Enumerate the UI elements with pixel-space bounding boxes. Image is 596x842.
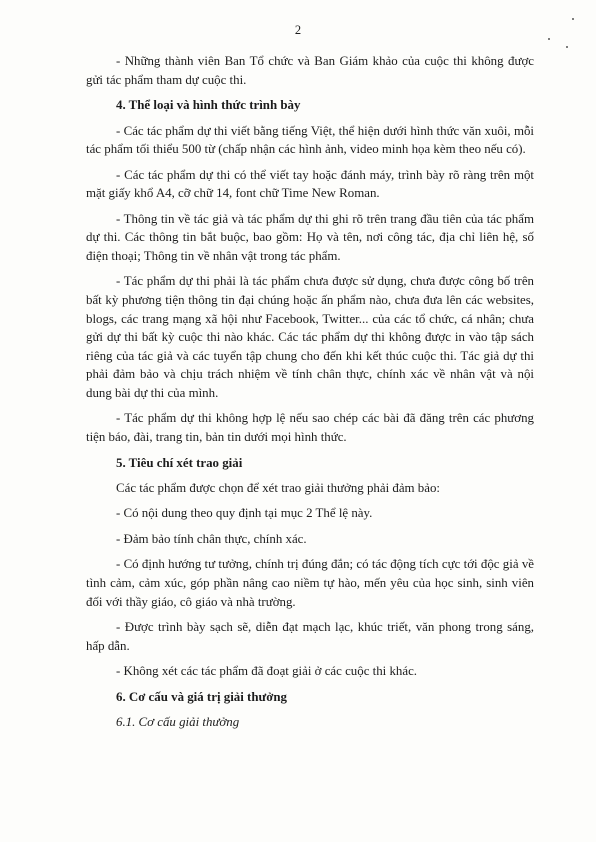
paragraph: - Có định hướng tư tưởng, chính trị đúng đắn; có tác động tích cực tới độc giả về tình cảm, cảm xúc, góp phần nâng cao niềm tự hào, mến yêu của học sinh, sinh viên đối với thầy giáo, cô giáo và nhà trường. <box>86 557 534 609</box>
document-body <box>86 52 534 739</box>
page-number: 2 <box>294 23 302 37</box>
paragraph: - Thông tin về tác giả và tác phẩm dự thi ghi rõ trên trang đầu tiên của tác phẩm dự thi. Các thông tin bắt buộc, bao gồm: Họ và tên, nơi công tác, địa chỉ liên hệ, số điện thoại; Thông tin về nhân vật trong tác phẩm. <box>86 211 534 263</box>
paragraph: - Các tác phẩm dự thi có thể viết tay hoặc đánh máy, trình bày rõ ràng trên một mặt giấy khổ A4, cỡ chữ 14, font chữ Time New Roman. <box>86 167 534 201</box>
section-heading: 5. Tiêu chí xét trao giải <box>116 455 243 470</box>
paragraph: - Được trình bày sạch sẽ, diễn đạt mạch lạc, khúc triết, văn phong trong sáng, hấp dẫn. <box>86 620 534 653</box>
scan-speck <box>566 46 568 48</box>
paragraph: - Không xét các tác phẩm đã đoạt giải ở các cuộc thi khác. <box>116 664 418 679</box>
paragraph: - Tác phẩm dự thi phải là tác phẩm chưa được sử dụng, chưa được công bố trên bất kỳ phương tiện thông tin đại chúng hoặc ấn phẩm nào, chưa đưa lên các websites, blogs, các trang mạng xã hội như Facebook, Twitter... của các tổ chức, cá nhân; chưa gửi dự thi bất kỳ cuộc thi nào khác. Các tác phẩm dự thi không được in vào tập sách riêng của tác giả và các tuyển tập chung cho đến khi kết thúc cuộc thi. Tác giả dự thi phải đảm bảo và chịu trách nhiệm về tính chân thực, chính xác về nhân vật và nội dung bài dự thi của mình. <box>86 274 534 400</box>
section-heading: 6. Cơ cấu và giá trị giải thưởng <box>116 689 287 704</box>
paragraph: - Tác phẩm dự thi không hợp lệ nếu sao chép các bài đã đăng trên các phương tiện báo, đài, trang tin, bản tin dưới mọi hình thức. <box>86 411 534 445</box>
paragraph: - Những thành viên Ban Tổ chức và Ban Giám khảo của cuộc thi không được gửi tác phẩm tham dự cuộc thi. <box>86 54 534 87</box>
paragraph: - Các tác phẩm dự thi viết bằng tiếng Việt, thể hiện dưới hình thức văn xuôi, mỗi tác phẩm tối thiểu 500 từ (chấp nhận các hình ảnh, video minh họa kèm theo nếu có). <box>86 123 534 157</box>
paragraph: - Đảm bảo tính chân thực, chính xác. <box>116 531 307 546</box>
scan-speck <box>572 18 574 20</box>
scan-speck <box>548 38 550 40</box>
subsection-heading: 6.1. Cơ cấu giải thưởng <box>116 715 240 730</box>
paragraph: Các tác phẩm được chọn để xét trao giải thưởng phải đảm bảo: <box>116 481 440 495</box>
paragraph: - Có nội dung theo quy định tại mục 2 Thể lệ này. <box>116 506 373 521</box>
section-heading: 4. Thể loại và hình thức trình bày <box>116 98 301 113</box>
